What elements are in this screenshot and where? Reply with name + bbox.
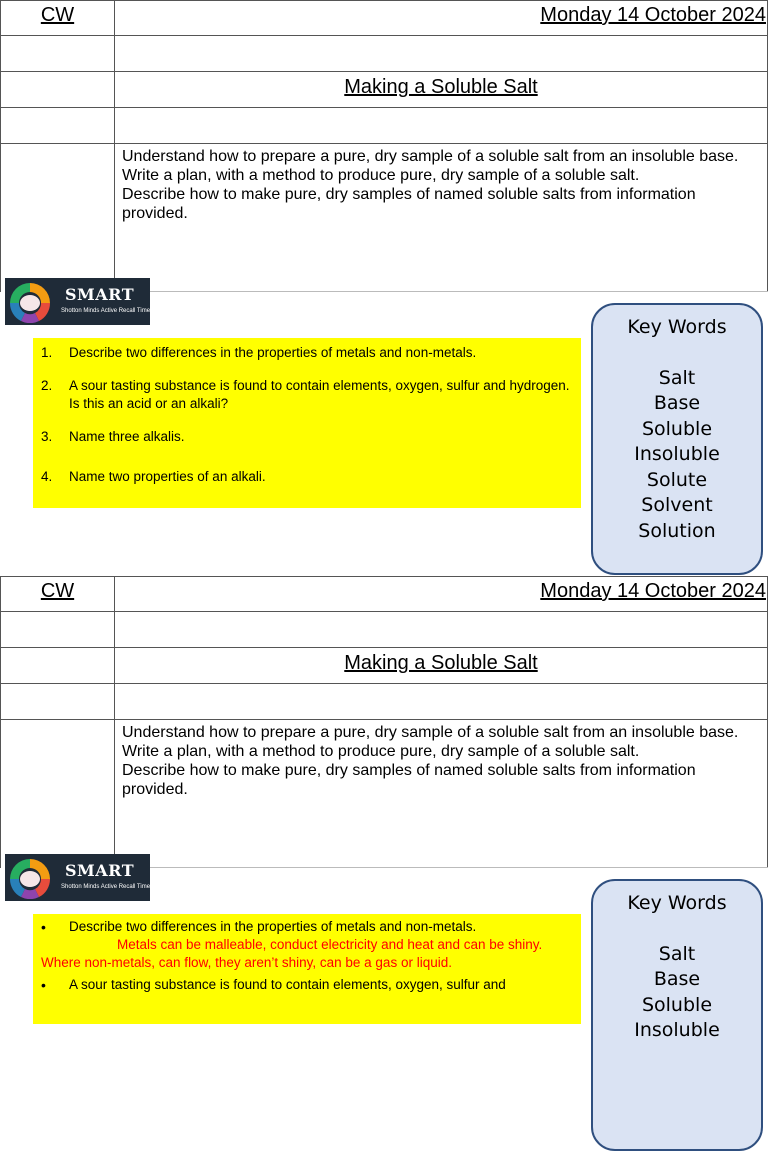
lesson-title: Making a Soluble Salt [115, 648, 768, 684]
key-word: Solvent [641, 494, 713, 516]
objective: Describe how to make pure, dry samples of named soluble salts from information provided. [122, 186, 696, 222]
blank-cell [1, 612, 115, 648]
key-word: Solution [638, 519, 716, 542]
lesson-date: Monday 14 October 2024 [115, 1, 768, 36]
key-word: Solute [646, 468, 708, 491]
blank-cell [115, 612, 768, 648]
key-word: Base [653, 968, 701, 990]
recall-questions [33, 338, 581, 508]
bullet: • [41, 977, 46, 993]
logo-title: SMART [65, 861, 135, 880]
key-words-title: Key Words [627, 316, 727, 338]
question-text: Name two properties of an alkali. [69, 469, 266, 484]
recall-questions-answers [33, 914, 581, 1024]
question-number: 1. [41, 345, 53, 360]
question-text: Name three alkalis. [69, 429, 185, 444]
objective: Write a plan, with a method to produce pure, dry sample of a soluble salt. [122, 167, 640, 184]
lesson-title: Making a Soluble Salt [115, 72, 768, 108]
logo-title: SMART [65, 285, 135, 304]
lesson-header-table [0, 0, 768, 292]
key-word: Insoluble [634, 443, 720, 465]
question-number: 4. [41, 469, 53, 484]
brain-logo-icon [7, 857, 53, 899]
blank-cell [1, 36, 115, 72]
brain-logo-icon [7, 281, 53, 323]
blank-cell [1, 108, 115, 144]
logo-subtitle: Shotton Minds Active Recall Time [61, 308, 151, 314]
question-text: A sour tasting substance is found to contain elements, oxygen, sulfur and [69, 977, 506, 992]
smart-logo [5, 854, 150, 901]
blank-cell [1, 684, 115, 720]
objective: Describe how to make pure, dry samples of named soluble salts from information provided. [122, 762, 696, 798]
learning-objectives [115, 144, 768, 292]
answer-part: Metals can be malleable, conduct electricity and heat and can be shiny. [117, 937, 543, 952]
question-text: Describe two differences in the properties of metals and non-metals. [69, 345, 477, 360]
question-number: 2. [41, 378, 53, 393]
answer-text [33, 936, 581, 972]
key-word: Soluble [641, 993, 713, 1016]
blank-cell [115, 36, 768, 72]
blank-cell [115, 108, 768, 144]
question-item [33, 377, 581, 413]
cw-label: CW [1, 577, 115, 612]
blank-cell [1, 720, 115, 868]
key-word: Base [653, 392, 701, 414]
key-words-box [591, 303, 763, 575]
blank-cell [1, 144, 115, 292]
smart-logo [5, 278, 150, 325]
objective: Write a plan, with a method to produce pure, dry sample of a soluble salt. [122, 743, 640, 760]
question-item [33, 918, 581, 936]
question-item [33, 976, 581, 994]
lesson-header-table [0, 576, 768, 868]
question-number: 3. [41, 429, 53, 444]
objective: Understand how to prepare a pure, dry sample of a soluble salt from an insoluble base. [122, 148, 739, 165]
blank-cell [1, 72, 115, 108]
objective: Understand how to prepare a pure, dry sample of a soluble salt from an insoluble base. [122, 724, 739, 741]
question-item [33, 344, 581, 362]
blank-cell [1, 648, 115, 684]
blank-cell [115, 684, 768, 720]
key-word: Soluble [641, 417, 713, 440]
question-item [33, 428, 581, 446]
question-text: Describe two differences in the properties of metals and non-metals. [69, 919, 477, 934]
key-word: Salt [658, 942, 696, 965]
key-words-title: Key Words [627, 892, 727, 914]
learning-objectives [115, 720, 768, 868]
bullet: • [41, 919, 46, 935]
key-word: Salt [658, 366, 696, 389]
question-item [33, 468, 581, 486]
key-words-box [591, 879, 763, 1151]
question-text: A sour tasting substance is found to contain elements, oxygen, sulfur and hydrogen. Is this an acid or an alkali? [69, 378, 570, 411]
answer-part: Where non-metals, can flow, they aren’t shiny, can be a gas or liquid. [41, 955, 452, 970]
logo-subtitle: Shotton Minds Active Recall Time [61, 884, 151, 890]
cw-label: CW [1, 1, 115, 36]
slide-2 [0, 576, 768, 1152]
key-word: Insoluble [634, 1019, 720, 1041]
lesson-date: Monday 14 October 2024 [115, 577, 768, 612]
